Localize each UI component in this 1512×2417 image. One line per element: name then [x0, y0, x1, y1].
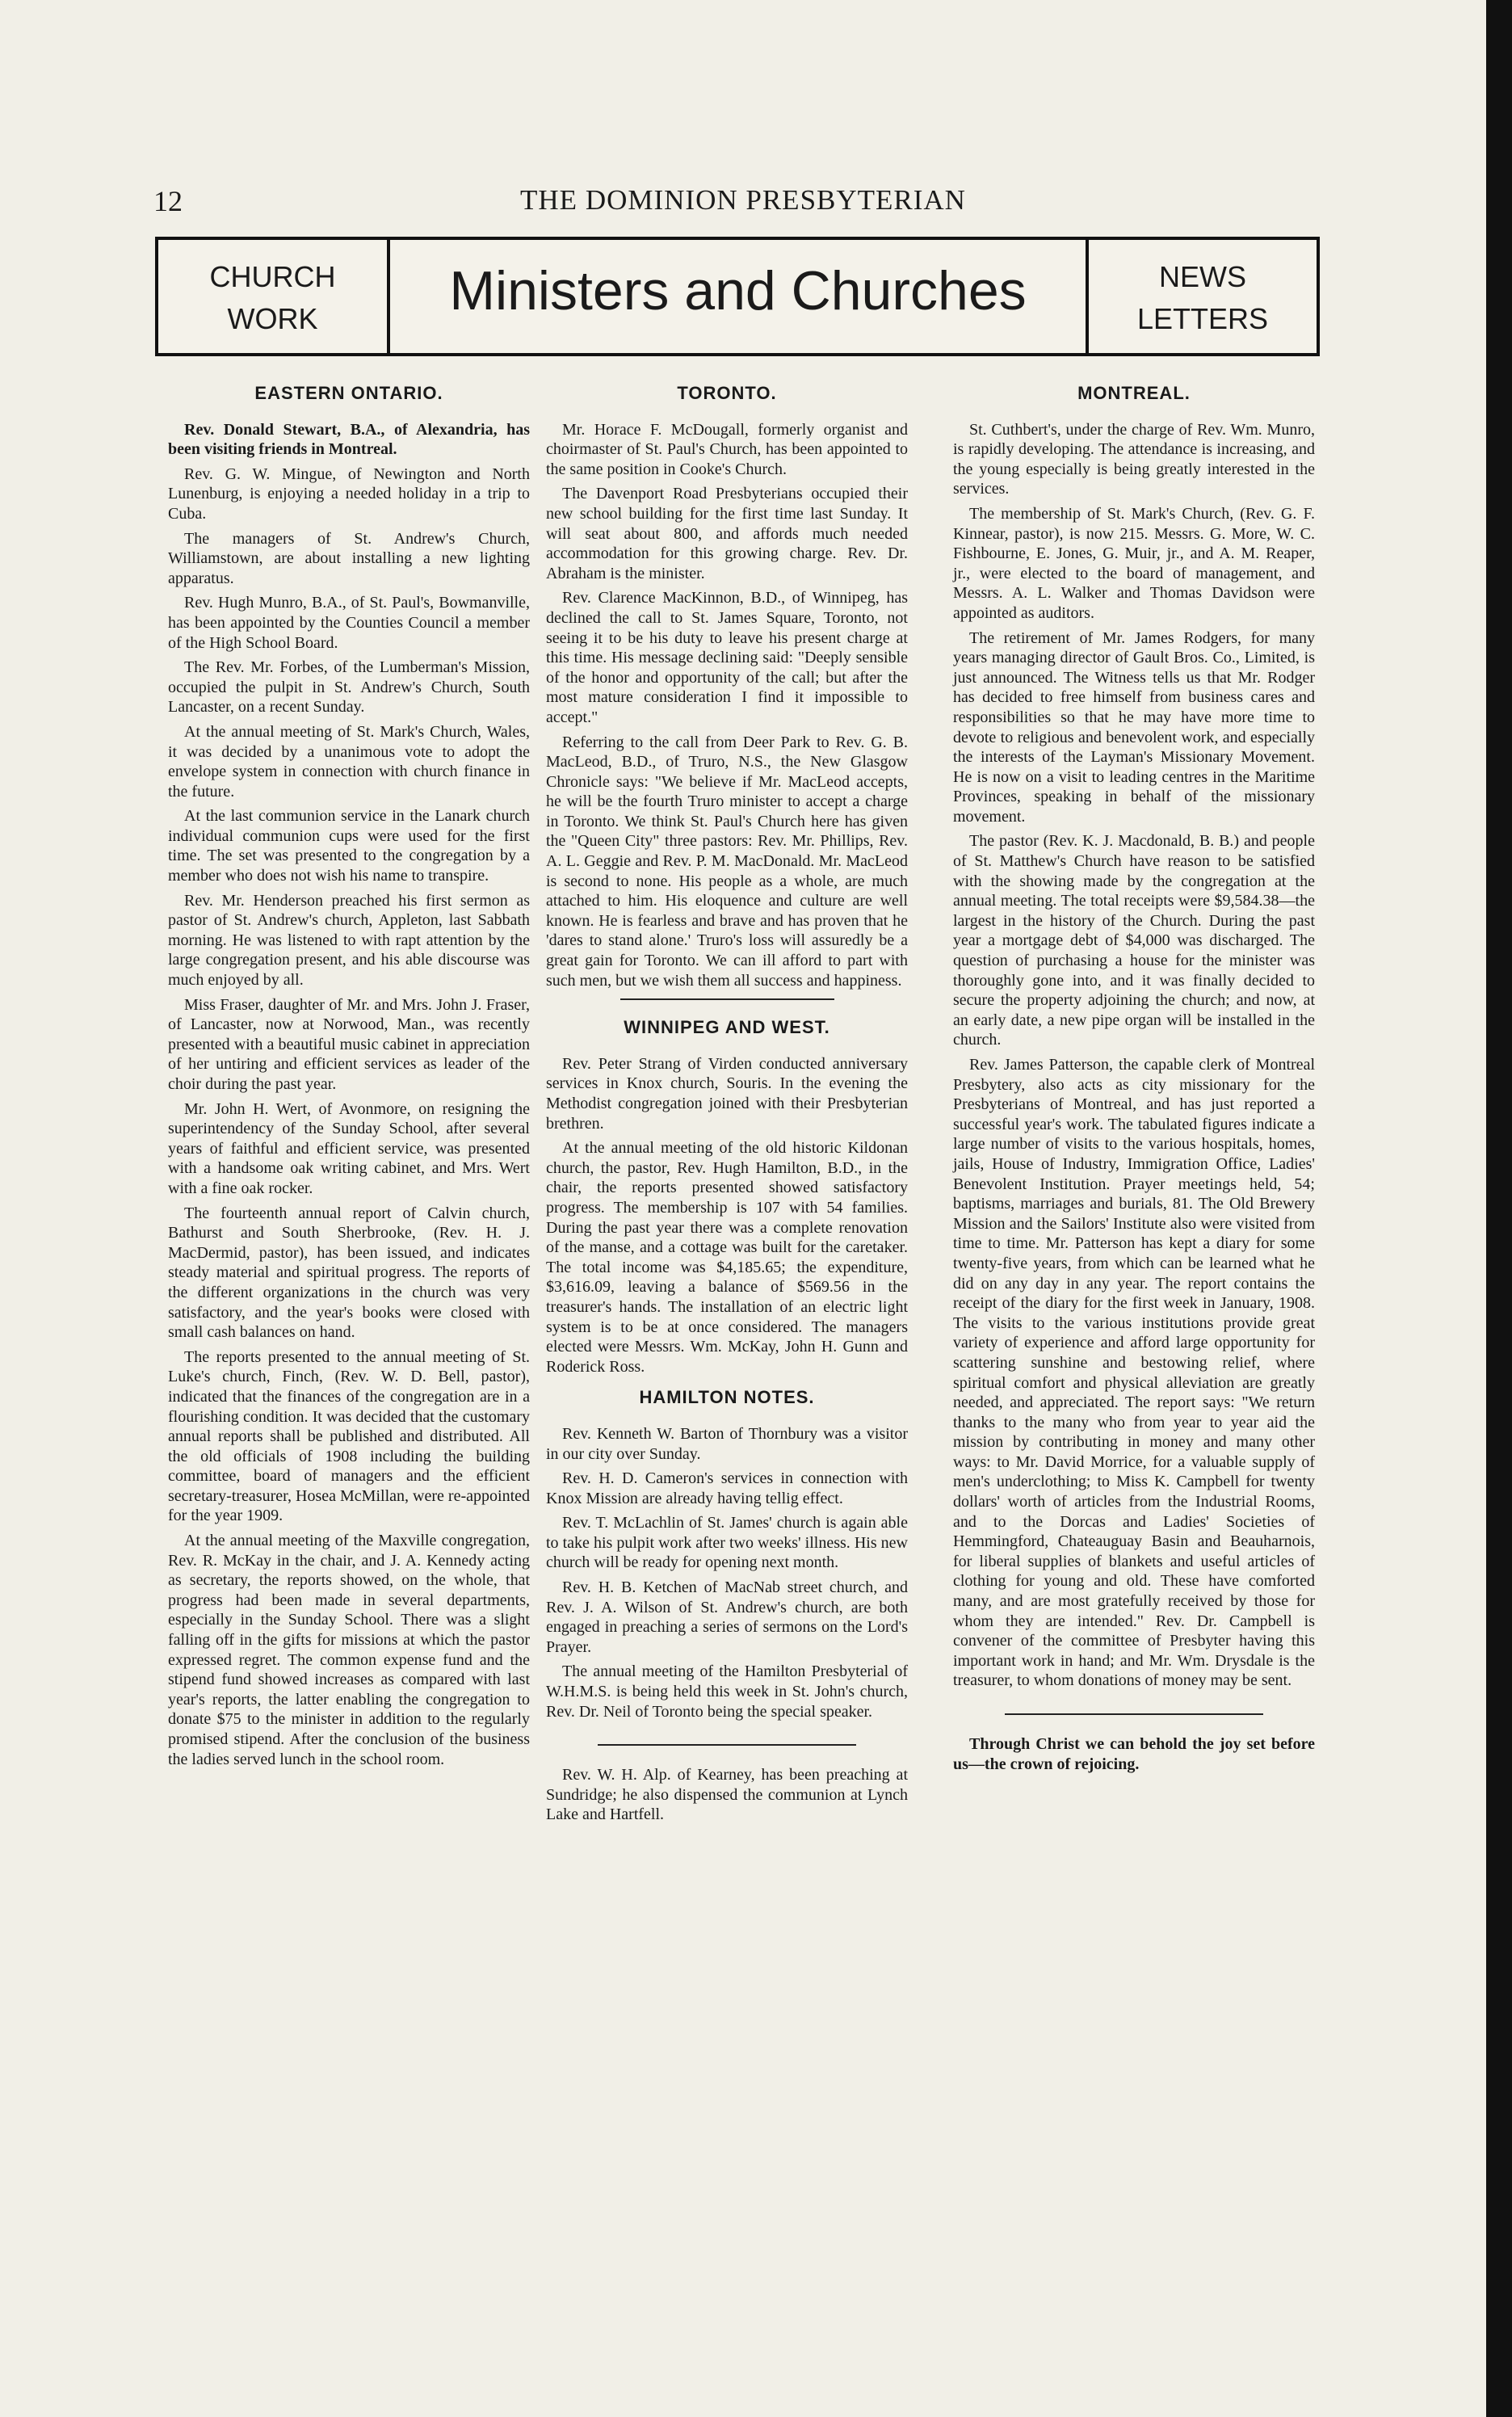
news-item: Rev. G. W. Mingue, of Newington and North Lunenburg, is enjoying a needed holiday in a trip to Cuba. [168, 464, 530, 523]
news-item: Rev. Kenneth W. Barton of Thornbury was a visitor in our city over Sunday. [546, 1424, 908, 1463]
news-item: The Rev. Mr. Forbes, of the Lumberman's Mission, occupied the pulpit in St. Andrew's Church, South Lancaster, on a recent Sunday. [168, 658, 530, 717]
news-item: The reports presented to the annual meeting of St. Luke's church, Finch, (Rev. W. D. Bell, pastor), indicated that the finances of the congregation are in a flourishing condition. It was decided that the customary annual reports shall be published and distributed. All the old officials of 1908 including the building committee, board of managers and the efficient secretary-treasurer, Hosea McMillan, were re-appointed for the year 1909. [168, 1347, 530, 1525]
news-item: Rev. Hugh Munro, B.A., of St. Paul's, Bowmanville, has been appointed by the Counties Council a member of the High School Board. [168, 594, 530, 652]
banner-right-line: NEWS [1159, 260, 1246, 293]
news-item: Rev. H. B. Ketchen of MacNab street church, and Rev. J. A. Wilson of St. Andrew's church, are both engaged in preaching a series of sermons on the Lord's Prayer. [546, 1578, 908, 1656]
section-heading: TORONTO. [677, 383, 777, 403]
section-heading: HAMILTON NOTES. [639, 1387, 815, 1408]
column-montreal [953, 384, 1315, 1779]
section-heading: MONTREAL. [1077, 383, 1191, 403]
banner-left-line: WORK [227, 302, 318, 335]
news-item: Referring to the call from Deer Park to Rev. G. B. MacLeod, B.D., of Truro, N.S., the New Glasgow Chronicle says: "We believe if Mr. MacLeod accepts, he will be the fourth Truro minister to accept a charge in Toronto. We think St. Paul's Church here has given the "Queen City" three pastors: Rev. Mr. Phillips, Rev. A. L. Geggie and Rev. P. M. MacDonald. Mr. MacLeod is second to none. His people as a whole, are much attached to him. His eloquence and culture are well known. He is fearless and brave and has proven that he 'dares to stand alone.' Truro's loss will assuredly be a great gain for Toronto. We can ill afford to part with such men, but we wish them all success and happiness. [546, 733, 908, 990]
column-toronto-winnipeg-hamilton [546, 384, 908, 1830]
news-item: The retirement of Mr. James Rodgers, for many years managing director of Gault Bros. Co., Limited, is just announced. The Witness tells us that Mr. Rodger has decided to free himself from business cares and responsibilities so that he may have more time to devote to religious and benevolent work, and especially the interests of the Layman's Missionary Movement. He is now on a visit to leading centres in the Maritime Provinces, speaking in behalf of the missionary movement. [953, 628, 1315, 826]
banner-right-box [1086, 240, 1317, 353]
scan-edge-bar [1486, 0, 1512, 2417]
news-item: At the annual meeting of the old historic Kildonan church, the pastor, Rev. Hugh Hamilton, B.D., in the chair, the reports presented showed satisfactory progress. The membership is 107 with 54 families. During the past year there was a complete renovation of the manse, and a cottage was built for the caretaker. The total income was $4,185.65; the expenditure, $3,616.09, leaving a balance of $569.56 in the treasurer's hands. The installation of an electric light system is to be at once considered. The managers elected were Messrs. Wm. McKay, John H. Gunn and Roderick Ross. [546, 1139, 908, 1376]
banner-right-line: LETTERS [1136, 302, 1269, 335]
news-item: The Davenport Road Presbyterians occupied their new school building for the first time last Sunday. It will seat about 800, and affords much needed accommodation for this growing charge. Rev. Dr. Abraham is the minister. [546, 485, 908, 582]
news-item: At the annual meeting of the Maxville congregation, Rev. R. McKay in the chair, and J. A. Kennedy acting as secretary, the reports showed, on the whole, that progress had been made in several departments, especially in the Sunday School. There was a slight falling off in the gifts for missions at which the pastor expressed regret. The common expense fund and the stipend fund showed increases as compared with last year's reports, the latter enabling the congregation to donate $75 to the minister in addition to the regularly promised stipend. After the conclusion of the business the ladies served lunch in the school room. [168, 1532, 530, 1768]
section-title: Ministers and Churches [449, 260, 1027, 322]
news-item: Through Christ we can behold the joy set before us—the crown of rejoicing. [953, 1735, 1315, 1773]
news-item: Rev. H. D. Cameron's services in connection with Knox Mission are already having tellig effect. [546, 1469, 908, 1507]
divider-rule [598, 1744, 856, 1746]
news-item: The membership of St. Mark's Church, (Rev. G. F. Kinnear, pastor), is now 215. Messrs. G. More, W. C. Fishbourne, E. Jones, G. Muir, jr., and A. M. Reaper, jr., were elected to the board of management, and Messrs. A. L. Walker and Thomas Davidson were appointed as auditors. [953, 504, 1315, 622]
column-eastern-ontario [168, 384, 530, 1774]
section-banner [155, 237, 1320, 356]
running-header [153, 184, 1333, 225]
news-item: Rev. T. McLachlin of St. James' church is again able to take his pulpit work after two weeks' illness. His new church will be ready for opening next month. [546, 1514, 908, 1572]
news-item: At the last communion service in the Lanark church individual communion cups were used for the first time. The set was presented to the congregation by a member who does not wish his name to transpire. [168, 807, 530, 885]
page-number: 12 [153, 185, 183, 217]
news-item: At the annual meeting of St. Mark's Church, Wales, it was decided by a unanimous vote to adopt the envelope system in connection with church finance in the future. [168, 722, 530, 801]
news-item: The pastor (Rev. K. J. Macdonald, B. B.) and people of St. Matthew's Church have reason to be satisfied with the showing made by the congregation at the annual meeting. The total receipts were $9,584.38—the largest in the history of the Church. During the past year a mortgage debt of $4,000 was discharged. The question of purchasing a house for the minister was thoroughly gone into, and it was finally decided to secure the property adjoining the church; and now, at an early date, a new pipe organ will be installed in the church. [953, 832, 1315, 1049]
banner-left-line: CHURCH [209, 260, 336, 293]
divider-rule [1005, 1713, 1263, 1715]
news-item: Rev. Mr. Henderson preached his first sermon as pastor of St. Andrew's church, Appleton, last Sabbath morning. He was listened to with rapt attention by the large congregation present, and his able discourse was much enjoyed by all. [168, 891, 530, 990]
section-heading: WINNIPEG AND WEST. [624, 1017, 830, 1038]
divider-rule [620, 998, 834, 1000]
news-item: The fourteenth annual report of Calvin church, Bathurst and South Sherbrooke, (Rev. H. J. MacDermid, pastor), has been issued, and indicates steady material and spiritual progress. The reports of the different organizations in the church was very satisfactory, and the year's books were closed with small cash balances on hand. [168, 1204, 530, 1342]
news-item: Mr. Horace F. McDougall, formerly organist and choirmaster of St. Paul's Church, has been appointed to the same position in Cooke's Church. [546, 420, 908, 478]
news-item: The managers of St. Andrew's Church, Williamstown, are about installing a new lighting apparatus. [168, 529, 530, 587]
news-item: Rev. Donald Stewart, B.A., of Alexandria, has been visiting friends in Montreal. [168, 420, 530, 459]
news-item: Rev. James Patterson, the capable clerk of Montreal Presbytery, also acts as city missionary for the Presbyterians of Montreal, and has just reported a successful year's work. The tabulated figures indicate a large number of visits to the various hospitals, homes, jails, House of Industry, Immigration Office, Ladies' Benevolent Institution. Prayer meetings held, 54; baptisms, marriages and burials, 81. The Old Brewery Mission and the Sailors' Institute also were visited from time to time. Mr. Patterson has kept a diary for some twenty-five years, from which can be learned what he did on any day in any year. The report contains the receipt of the diary for the first week in January, 1908. The visits to the various institutions provide great variety of experience and afford large opportunity for scattering sunshine and bestowing relief, where spiritual comfort and physical alleviation are greatly needed, and appreciated. The report says: "We return thanks to the many who from year to year aid the mission by contributing in money and many other ways: to Mr. David Morrice, for a valuable supply of men's underclothing; to Miss K. Campbell for twenty dollars' worth of articles from the Industrial Rooms, and to the Dorcas and Ladies' Societies of Hemmingford, Chateauguay Basin and Beauharnois, for liberal supplies of blankets and useful articles of clothing for young and old. These have comforted many, and are most gratefully received by those for whom they are intended." Rev. Dr. Campbell is convener of the committee of Presbyter having this important work in hand; and Mr. Wm. Drysdale is the treasurer, to whom donations of money may be sent. [953, 1056, 1315, 1690]
news-item: St. Cuthbert's, under the charge of Rev. Wm. Munro, is rapidly developing. The attendance is increasing, and the young especially is being greatly interested in the services. [953, 420, 1315, 498]
news-item: Miss Fraser, daughter of Mr. and Mrs. John J. Fraser, of Lancaster, now at Norwood, Man., was recently presented with a beautiful music cabinet in appreciation of her untiring and efficient services as leader of the choir during the past year. [168, 995, 530, 1093]
news-item: Rev. Clarence MacKinnon, B.D., of Winnipeg, has declined the call to St. James Square, Toronto, not seeing it to be his duty to leave his present charge at this time. His message declining said: "Deeply sensible of the honor and opportunity of the call; but after the most mature consideration I find it impossible to accept." [546, 589, 908, 726]
journal-title: THE DOMINION PRESBYTERIAN [520, 184, 966, 216]
news-item: Rev. Peter Strang of Virden conducted anniversary services in Knox church, Souris. In the evening the Methodist congregation joined with their Presbyterian brethren. [546, 1054, 908, 1133]
banner-left-box [158, 240, 390, 353]
section-heading: EASTERN ONTARIO. [254, 383, 443, 403]
news-item: Mr. John H. Wert, of Avonmore, on resigning the superintendency of the Sunday School, after several years of faithful and efficient service, was presented with a handsome oak writing cabinet, and Mrs. Wert with a fine oak rocker. [168, 1099, 530, 1197]
news-item: The annual meeting of the Hamilton Presbyterial of W.H.M.S. is being held this week in St. John's church, Rev. Dr. Neil of Toronto being the special speaker. [546, 1662, 908, 1721]
news-item: Rev. W. H. Alp. of Kearney, has been preaching at Sundridge; he also dispensed the communion at Lynch Lake and Hartfell. [546, 1766, 908, 1824]
